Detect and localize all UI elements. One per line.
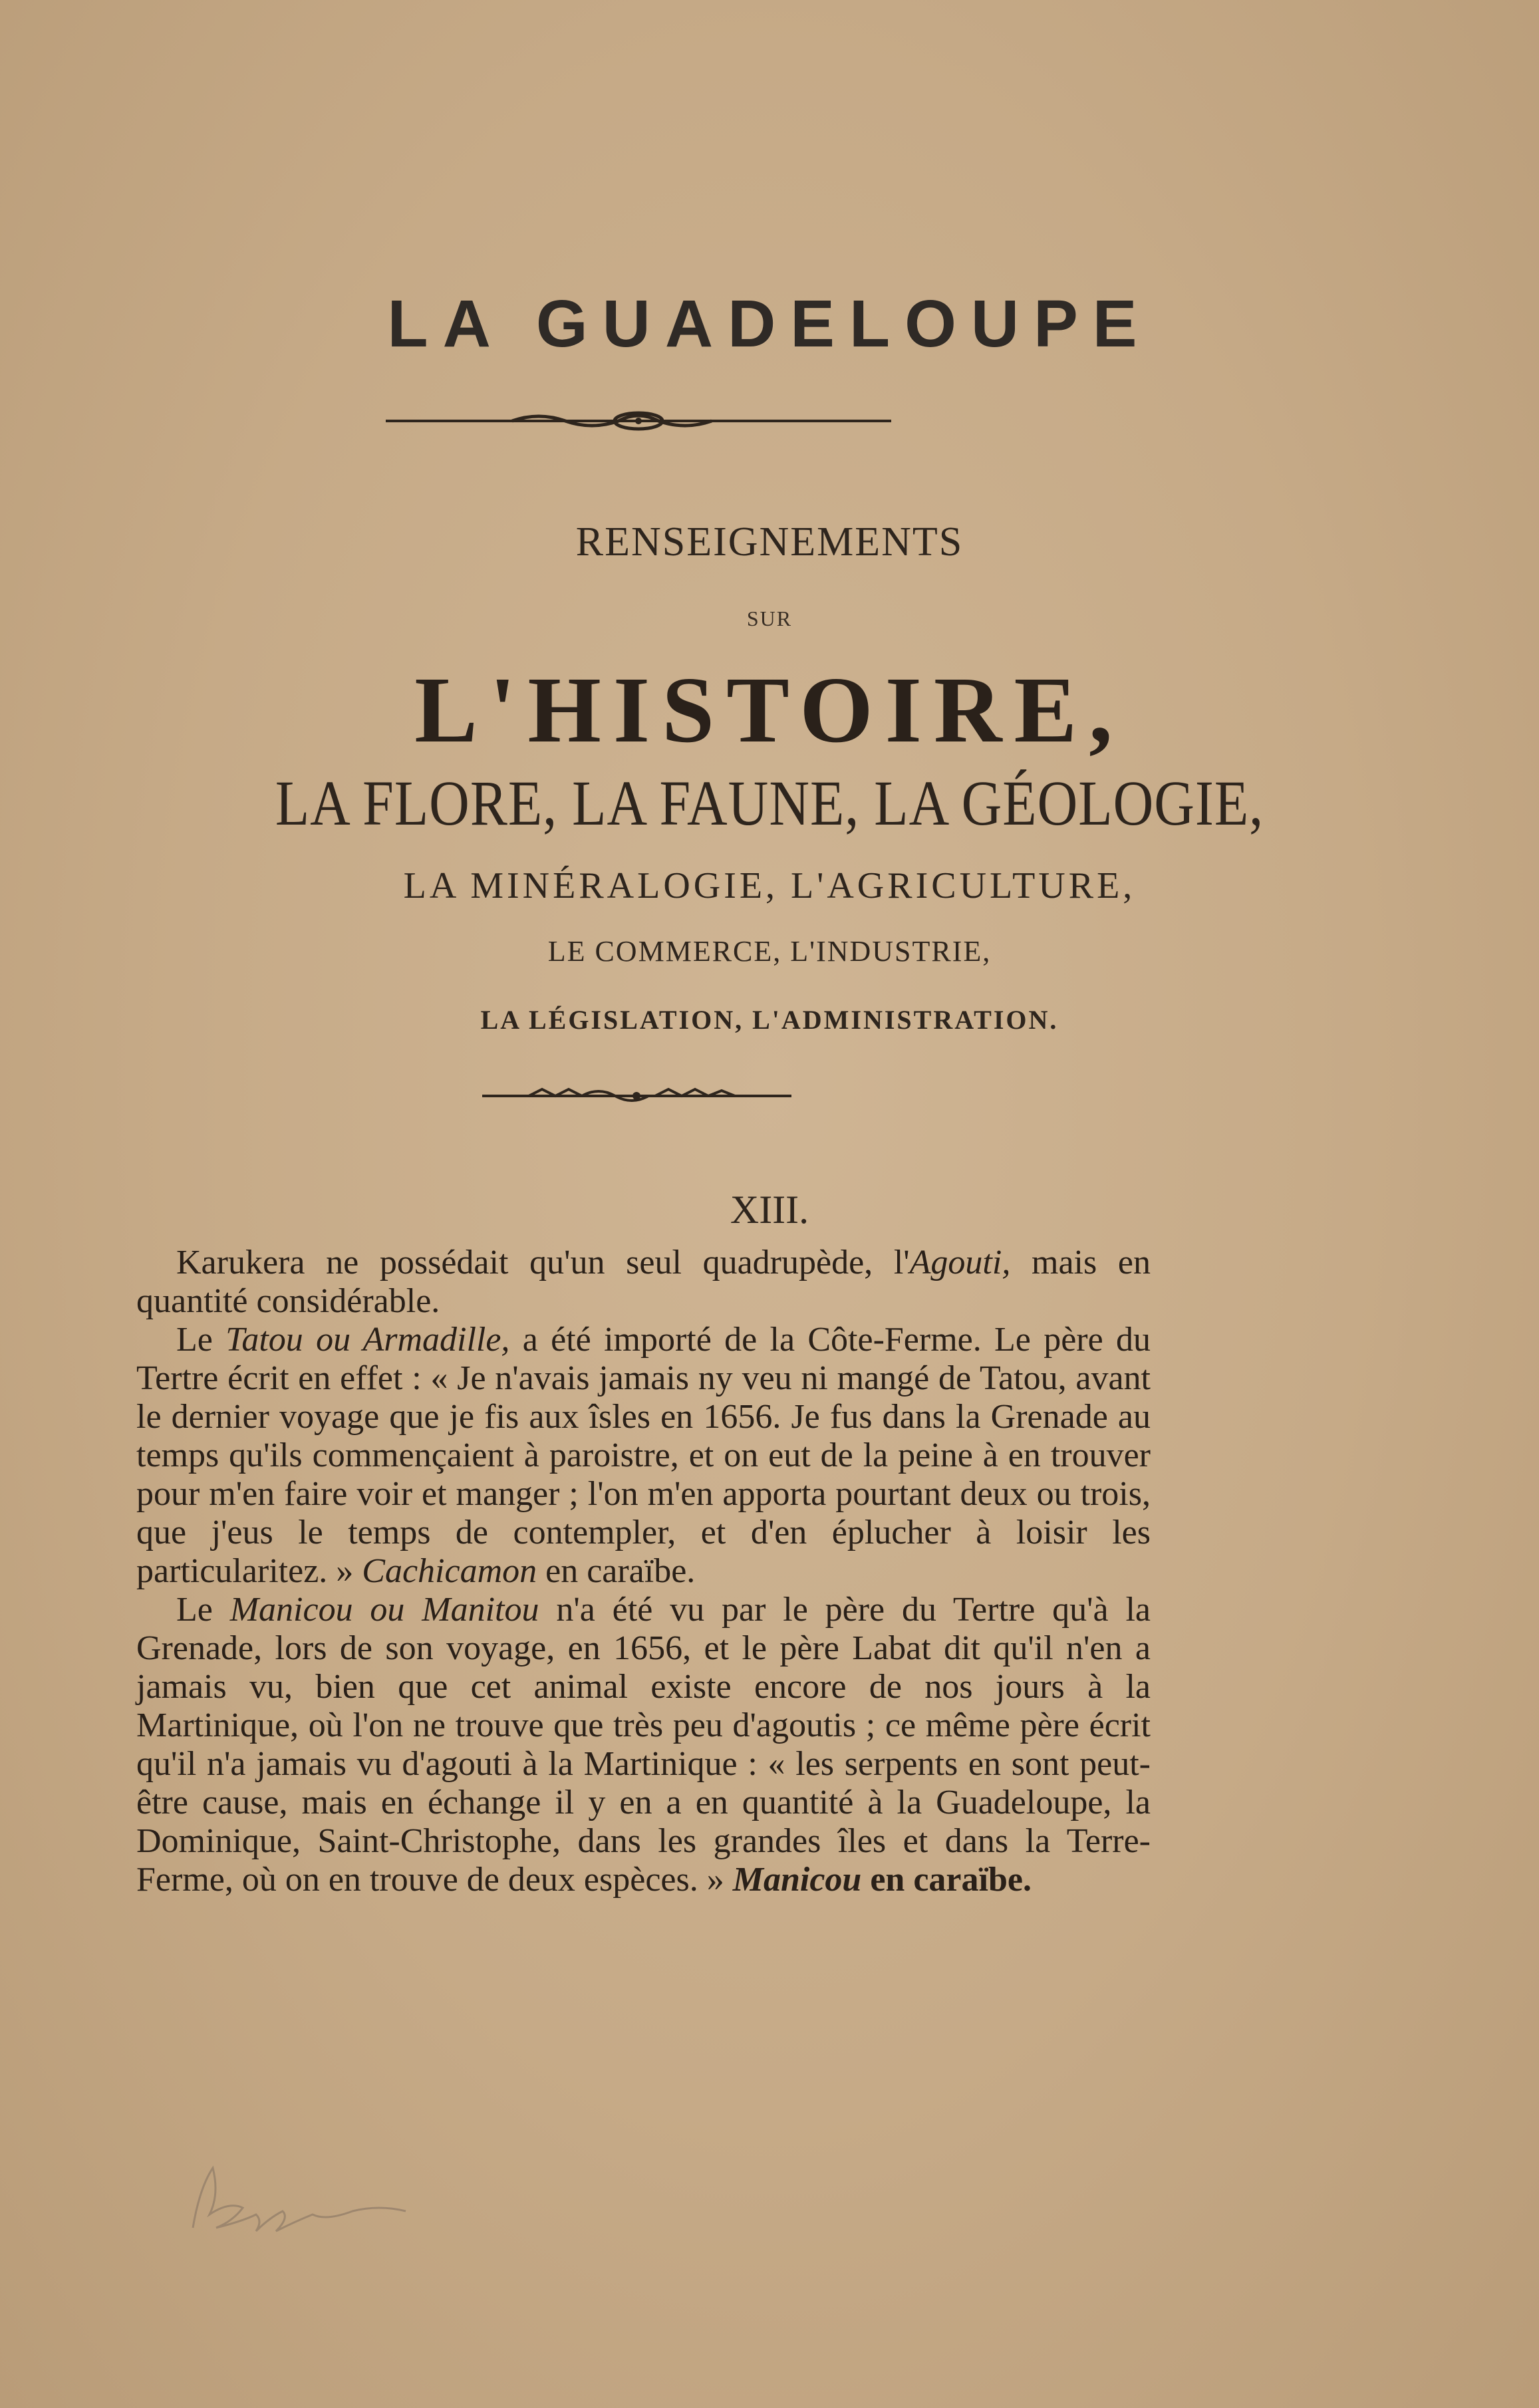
subtitle-histoire: L'HISTOIRE,	[414, 657, 1125, 762]
subtitle-commerce: LE COMMERCE, L'INDUSTRIE,	[547, 935, 992, 968]
tatou-term: Tatou ou Armadille,	[225, 1321, 510, 1359]
manicou-term: Manicou ou Manitou	[229, 1591, 539, 1629]
subtitle-renseignements: RENSEIGNEMENTS	[575, 519, 964, 565]
subtitle-flore-faune: LA FLORE, LA FAUNE, LA GÉOLOGIE,	[275, 768, 1264, 839]
subtitle-mineralogie: LA MINÉRALOGIE, L'AGRICULTURE,	[403, 865, 1136, 906]
section-number: XIII.	[730, 1188, 809, 1232]
ornament-divider-top	[386, 409, 891, 433]
paragraph: Karukera ne possédait qu'un seul quadrupède, l'Agouti, mais en quantité considérable.	[136, 1244, 1151, 1320]
manicou-term-2: Manicou	[732, 1861, 862, 1899]
cachicamon-term: Cachicamon	[362, 1552, 537, 1590]
body-text	[136, 1244, 1151, 1899]
paragraph: Le Tatou ou Armadille, a été importé de la Côte-Ferme. Le père du Tertre écrit en effet : « Je n'avais jamais ny veu ni mangé de Tatou, avant le dernier voyage que je fis aux îsles en 1656. Je fus dans la Grenade au temps qu'ils commençaient à paroistre, et on eut de la peine à en trouver pour m'en faire voir et manger ; l'on m'en apporta pourtant deux ou trois, que j'eus le temps de contempler, et d'en éplucher à loisir les particularitez. » Cachicamon en caraïbe.	[136, 1321, 1151, 1590]
handwritten-signature	[180, 2148, 459, 2254]
ornament-divider-middle	[482, 1084, 791, 1108]
subtitle-legislation: LA LÉGISLATION, L'ADMINISTRATION.	[480, 1005, 1059, 1035]
subtitle-sur: SUR	[746, 606, 793, 630]
paragraph: Le Manicou ou Manitou n'a été vu par le père du Tertre qu'à la Grenade, lors de son voyage, en 1656, et le père Labat dit qu'il n'en a jamais vu, bien que cet animal existe encore de nos jours à la Martinique, où l'on ne trouve que très peu d'agoutis ; ce même père écrit qu'il n'a jamais vu d'agouti à la Martinique : « les serpents en sont peut-être cause, mais en échange il y en a en quantité à la Guadeloupe, la Dominique, Saint-Christophe, dans les grandes îles et dans la Terre-Ferme, où on en trouve de deux espèces. » Manicou en caraïbe.	[136, 1591, 1151, 1899]
agouti-term: Agouti,	[909, 1244, 1011, 1281]
main-title: LA GUADELOUPE	[387, 287, 1152, 361]
